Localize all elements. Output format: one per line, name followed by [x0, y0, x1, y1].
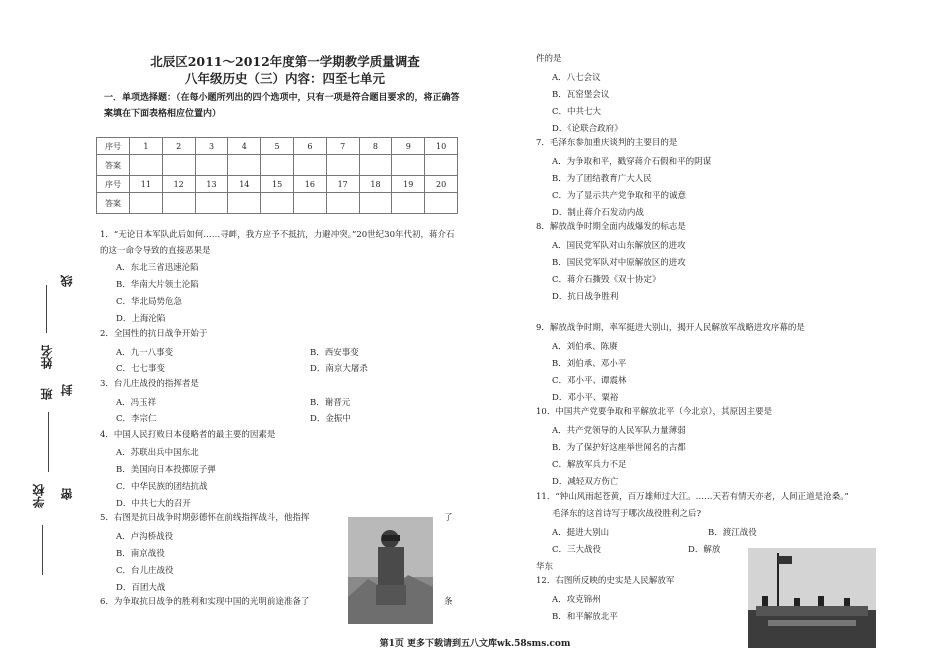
table-cell: 序号 — [97, 138, 130, 155]
answer-cell[interactable] — [392, 155, 425, 176]
option[interactable]: D．南京大屠杀 — [310, 364, 368, 374]
table-cell: 6 — [293, 138, 326, 155]
option[interactable]: C．李宗仁 — [116, 414, 157, 424]
option[interactable]: C．华北局势危急 — [116, 297, 183, 307]
option[interactable]: C．为了显示共产党争取和平的诚意 — [552, 191, 687, 201]
question-12: 12．右图所反映的史实是人民解放军 — [536, 576, 675, 586]
option[interactable]: D．上海沦陷 — [116, 314, 166, 324]
option[interactable]: B．为了团结教育广大人民 — [552, 174, 652, 184]
table-cell: 4 — [228, 138, 261, 155]
option[interactable]: A．共产党领导的人民军队力量薄弱 — [552, 426, 686, 436]
name-line — [46, 285, 47, 333]
option[interactable]: B．刘伯承、邓小平 — [552, 359, 627, 369]
question-3: 3．台儿庄战役的指挥者是 — [100, 379, 199, 389]
option[interactable]: B．西安事变 — [310, 348, 359, 358]
answer-cell[interactable] — [425, 193, 458, 214]
question-4: 4．中国人民打败日本侵略者的最主要的因素是 — [100, 430, 276, 440]
feng-mark: 封 — [60, 384, 74, 396]
parade-photo — [748, 548, 876, 648]
option[interactable]: A．国民党军队对山东解放区的进攻 — [552, 241, 686, 251]
page-subtitle: 八年级历史（三）内容：四至七单元 — [184, 71, 385, 86]
question-6-tail: 条 — [444, 597, 453, 607]
table-row — [97, 176, 458, 193]
option[interactable]: D．中共七大的召开 — [116, 499, 191, 509]
option[interactable]: C．邓小平、谭震林 — [552, 376, 627, 386]
option[interactable]: B．瓦窑堡会议 — [552, 90, 610, 100]
option[interactable]: D．百团大战 — [116, 583, 166, 593]
option[interactable]: A．卢沟桥战役 — [116, 532, 174, 542]
answer-cell[interactable] — [195, 193, 228, 214]
answer-cell[interactable] — [293, 155, 326, 176]
option[interactable]: C．三大战役 — [552, 545, 602, 555]
option[interactable]: C．中华民族的团结抗战 — [116, 482, 208, 492]
answer-cell[interactable] — [326, 193, 359, 214]
answer-cell[interactable] — [392, 193, 425, 214]
option[interactable]: A．苏联出兵中国东北 — [116, 448, 199, 458]
option[interactable]: B．南京战役 — [116, 549, 165, 559]
school-line — [42, 525, 43, 575]
answer-cell[interactable] — [326, 155, 359, 176]
option[interactable]: D．减轻双方伤亡 — [552, 477, 619, 487]
table-cell: 20 — [425, 176, 458, 193]
page-title: 北辰区2011～2012年度第一学期教学质量调查 — [150, 54, 420, 69]
question-10: 10．中国共产党要争取和平解放北平（今北京），其原因主要是 — [536, 407, 773, 417]
answer-cell[interactable] — [162, 155, 195, 176]
table-cell: 10 — [425, 138, 458, 155]
option[interactable]: A．刘伯承、陈赓 — [552, 342, 618, 352]
option[interactable]: D．邓小平、粟裕 — [552, 393, 619, 403]
option[interactable]: B．美国向日本投掷原子弹 — [116, 465, 216, 475]
option[interactable]: B．和平解放北平 — [552, 612, 618, 622]
class-line — [48, 412, 49, 472]
option[interactable]: A．八七会议 — [552, 73, 601, 83]
option[interactable]: B．华南大片领土沦陷 — [116, 280, 199, 290]
option[interactable]: C．蒋介石撕毁《双十协定》 — [552, 275, 661, 285]
question-6-continued: 件的是 — [536, 54, 562, 64]
table-cell: 9 — [392, 138, 425, 155]
option[interactable]: D．《论联合政府》 — [552, 124, 623, 134]
option[interactable]: B．为了保护好这座举世闻名的古都 — [552, 443, 686, 453]
question-5-tail: 了 — [444, 513, 453, 523]
answer-cell[interactable] — [425, 155, 458, 176]
option[interactable]: D．解放 — [688, 545, 721, 555]
answer-cell[interactable] — [195, 155, 228, 176]
answer-cell[interactable] — [261, 193, 294, 214]
answer-cell[interactable] — [359, 155, 392, 176]
table-cell: 2 — [162, 138, 195, 155]
table-cell: 16 — [293, 176, 326, 193]
question-5: 5．右图是抗日战争时期彭德怀在前线指挥战斗，他指挥 — [100, 513, 310, 523]
table-cell: 19 — [392, 176, 425, 193]
option[interactable]: A．东北三省迅速沦陷 — [116, 263, 199, 273]
answer-cell[interactable] — [261, 155, 294, 176]
option[interactable]: C．七七事变 — [116, 364, 166, 374]
table-cell: 14 — [228, 176, 261, 193]
table-cell: 7 — [326, 138, 359, 155]
answer-table — [96, 137, 458, 214]
table-cell: 12 — [162, 176, 195, 193]
option[interactable]: B．渡江战役 — [708, 528, 757, 538]
option[interactable]: C．解放军兵力不足 — [552, 460, 627, 470]
option[interactable]: D．制止蒋介石发动内战 — [552, 208, 644, 218]
seal-mark: 密 — [60, 488, 74, 500]
table-cell: 序号 — [97, 176, 130, 193]
answer-cell[interactable] — [359, 193, 392, 214]
battle-photo — [348, 517, 433, 624]
option[interactable]: C．台儿庄战役 — [116, 566, 174, 576]
option[interactable]: C．中共七大 — [552, 107, 602, 117]
footer: 第1页 更多下载请到五八文库wk.58sms.com — [379, 639, 571, 649]
table-cell: 15 — [261, 176, 294, 193]
class-label: 班 — [40, 388, 54, 400]
option[interactable]: D．金振中 — [310, 414, 351, 424]
option-tail: 华东 — [536, 562, 554, 572]
table-cell: 1 — [130, 138, 163, 155]
question-11: 11．“钟山风雨起苍黄，百万雄师过大江。……天若有情天亦老，人间正道是沧桑。” — [536, 492, 849, 502]
answer-cell[interactable] — [162, 193, 195, 214]
school-label: 学校 — [32, 484, 46, 508]
question-6: 6．为争取抗日战争的胜利和实现中国的光明前途准备了 — [100, 597, 310, 607]
table-cell: 答案 — [97, 155, 130, 176]
option[interactable]: B．国民党军队对中原解放区的进攻 — [552, 258, 686, 268]
table-row — [97, 155, 458, 176]
answer-cell[interactable] — [228, 155, 261, 176]
answer-cell[interactable] — [130, 155, 163, 176]
question-1: 1．“无论日本军队此后如何……寻衅，我方应予不抵抗，力避冲突。”20世纪30年代初，蒋介石的这一命令导致的直接恶果是 — [100, 230, 455, 256]
answer-cell[interactable] — [228, 193, 261, 214]
option[interactable]: A．挺进大别山 — [552, 528, 610, 538]
option[interactable]: A．为争取和平，戳穿蒋介石假和平的阴谋 — [552, 157, 712, 167]
question-9: 9．解放战争时期，率军挺进大别山，揭开人民解放军战略进攻序幕的是 — [536, 323, 805, 333]
option[interactable]: A．冯玉祥 — [116, 398, 157, 408]
table-cell: 3 — [195, 138, 228, 155]
table-cell: 11 — [130, 176, 163, 193]
table-cell: 17 — [326, 176, 359, 193]
table-row — [97, 138, 458, 155]
question-8: 8．解放战争时期全面内战爆发的标志是 — [536, 222, 686, 232]
table-cell: 8 — [359, 138, 392, 155]
option[interactable]: A．攻克锦州 — [552, 595, 601, 605]
question-2: 2．全国性的抗日战争开始于 — [100, 329, 208, 339]
name-label: 姓名 — [40, 345, 54, 369]
table-cell: 5 — [261, 138, 294, 155]
table-cell: 答案 — [97, 193, 130, 214]
option[interactable]: D．抗日战争胜利 — [552, 292, 619, 302]
question-7: 7．毛泽东参加重庆谈判的主要目的是 — [536, 138, 678, 148]
option[interactable]: B．谢晋元 — [310, 398, 351, 408]
answer-cell[interactable] — [293, 193, 326, 214]
table-cell: 18 — [359, 176, 392, 193]
instructions: 一．单项选择题：（在每小题所列出的四个选项中，只有一项是符合题目要求的，将正确答案填在下面表格相应位置内） — [104, 93, 460, 119]
table-row — [97, 193, 458, 214]
option[interactable]: A．九一八事变 — [116, 348, 174, 358]
answer-cell[interactable] — [130, 193, 163, 214]
table-cell: 13 — [195, 176, 228, 193]
xian-mark: 线 — [60, 275, 74, 287]
question-11-line2: 毛泽东的这首诗写于哪次战役胜利之后? — [552, 509, 702, 519]
